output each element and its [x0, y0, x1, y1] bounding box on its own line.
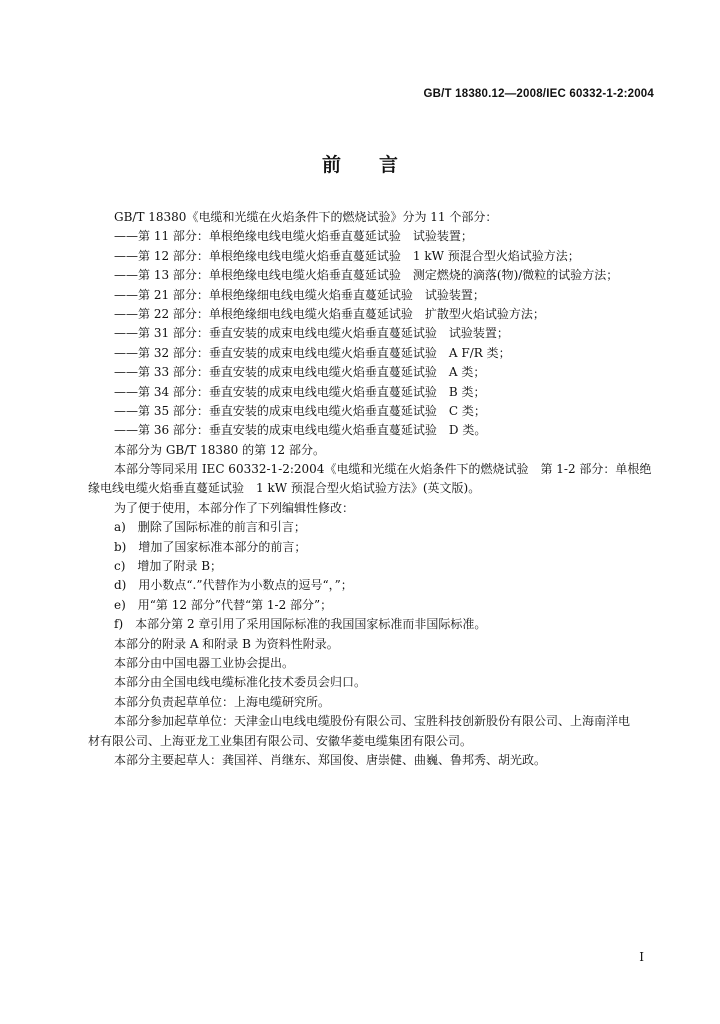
foreword-body: [90, 208, 652, 770]
text-line: c) 增加了附录 B；: [114, 559, 223, 574]
text-line: ——第 35 部分：垂直安装的成束电线电缆火焰垂直蔓延试验 C 类；: [114, 403, 486, 418]
text-line: 本部分参加起草单位：天津金山电线电缆股份有限公司、宝胜科技创新股份有限公司、上海南洋电: [114, 714, 631, 729]
text-line: 本部分的附录 A 和附录 B 为资料性附录。: [114, 636, 339, 651]
page-number: I: [639, 950, 644, 964]
text-line: ——第 31 部分：垂直安装的成束电线电缆火焰垂直蔓延试验 试验装置；: [114, 326, 509, 341]
text-line: ——第 11 部分：单根绝缘电线电缆火焰垂直蔓延试验 试验装置；: [114, 229, 473, 244]
text-line: d) 用小数点“.”代替作为小数点的逗号“，”；: [114, 578, 353, 593]
text-line: ——第 12 部分：单根绝缘电线电缆火焰垂直蔓延试验 1 kW 预混合型火焰试验方法；: [114, 248, 580, 263]
text-line: GB/T 18380《电缆和光缆在火焰条件下的燃烧试验》分为 11 个部分：: [114, 210, 498, 224]
text-line: ——第 13 部分：单根绝缘电线电缆火焰垂直蔓延试验 测定燃烧的滴落(物)/微粒的试验方法；: [114, 268, 619, 283]
text-line: f) 本部分第 2 章引用了采用国际标准的我国国家标准而非国际标准。: [114, 617, 487, 632]
text-line: ——第 36 部分：垂直安装的成束电线电缆火焰垂直蔓延试验 D 类。: [114, 423, 487, 438]
text-line: e) 用“第 12 部分”代替“第 1-2 部分”；: [114, 597, 333, 612]
text-line: 本部分由全国电线电缆标准化技术委员会归口。: [114, 675, 367, 690]
text-line: 为了便于使用，本部分作了下列编辑性修改：: [114, 500, 355, 515]
standard-code-header: GB/T 18380.12—2008/IEC 60332-1-2:2004: [423, 88, 654, 100]
text-line: ——第 34 部分：垂直安装的成束电线电缆火焰垂直蔓延试验 B 类；: [114, 384, 486, 399]
text-line: ——第 21 部分：单根绝缘细电线电缆火焰垂直蔓延试验 试验装置；: [114, 287, 485, 302]
text-line: 本部分等同采用 IEC 60332-1-2:2004《电缆和光缆在火焰条件下的燃烧试验 第 1-2 部分：单根绝: [114, 462, 652, 477]
page-title: 前言: [321, 154, 436, 176]
text-line: b) 增加了国家标准本部分的前言；: [114, 539, 307, 554]
text-line: a) 删除了国际标准的前言和引言；: [114, 520, 306, 535]
text-line: 材有限公司、上海亚龙工业集团有限公司、安徽华菱电缆集团有限公司。: [88, 733, 473, 748]
text-line: 本部分主要起草人：龚国祥、肖继东、郑国俊、唐崇健、曲巍、鲁邦秀、胡光政。: [114, 752, 547, 767]
text-line: ——第 33 部分：垂直安装的成束电线电缆火焰垂直蔓延试验 A 类；: [114, 365, 486, 380]
text-line: ——第 32 部分：垂直安装的成束电线电缆火焰垂直蔓延试验 A F/R 类；: [114, 345, 511, 360]
text-line: 缘电线电缆火焰垂直蔓延试验 1 kW 预混合型火焰试验方法》(英文版)。: [88, 481, 481, 496]
text-line: ——第 22 部分：单根绝缘细电线电缆火焰垂直蔓延试验 扩散型火焰试验方法；: [114, 306, 545, 321]
text-line: 本部分为 GB/T 18380 的第 12 部分。: [114, 442, 325, 457]
text-line: 本部分由中国电器工业协会提出。: [114, 655, 295, 670]
text-line: 本部分负责起草单位：上海电缆研究所。: [114, 694, 331, 709]
